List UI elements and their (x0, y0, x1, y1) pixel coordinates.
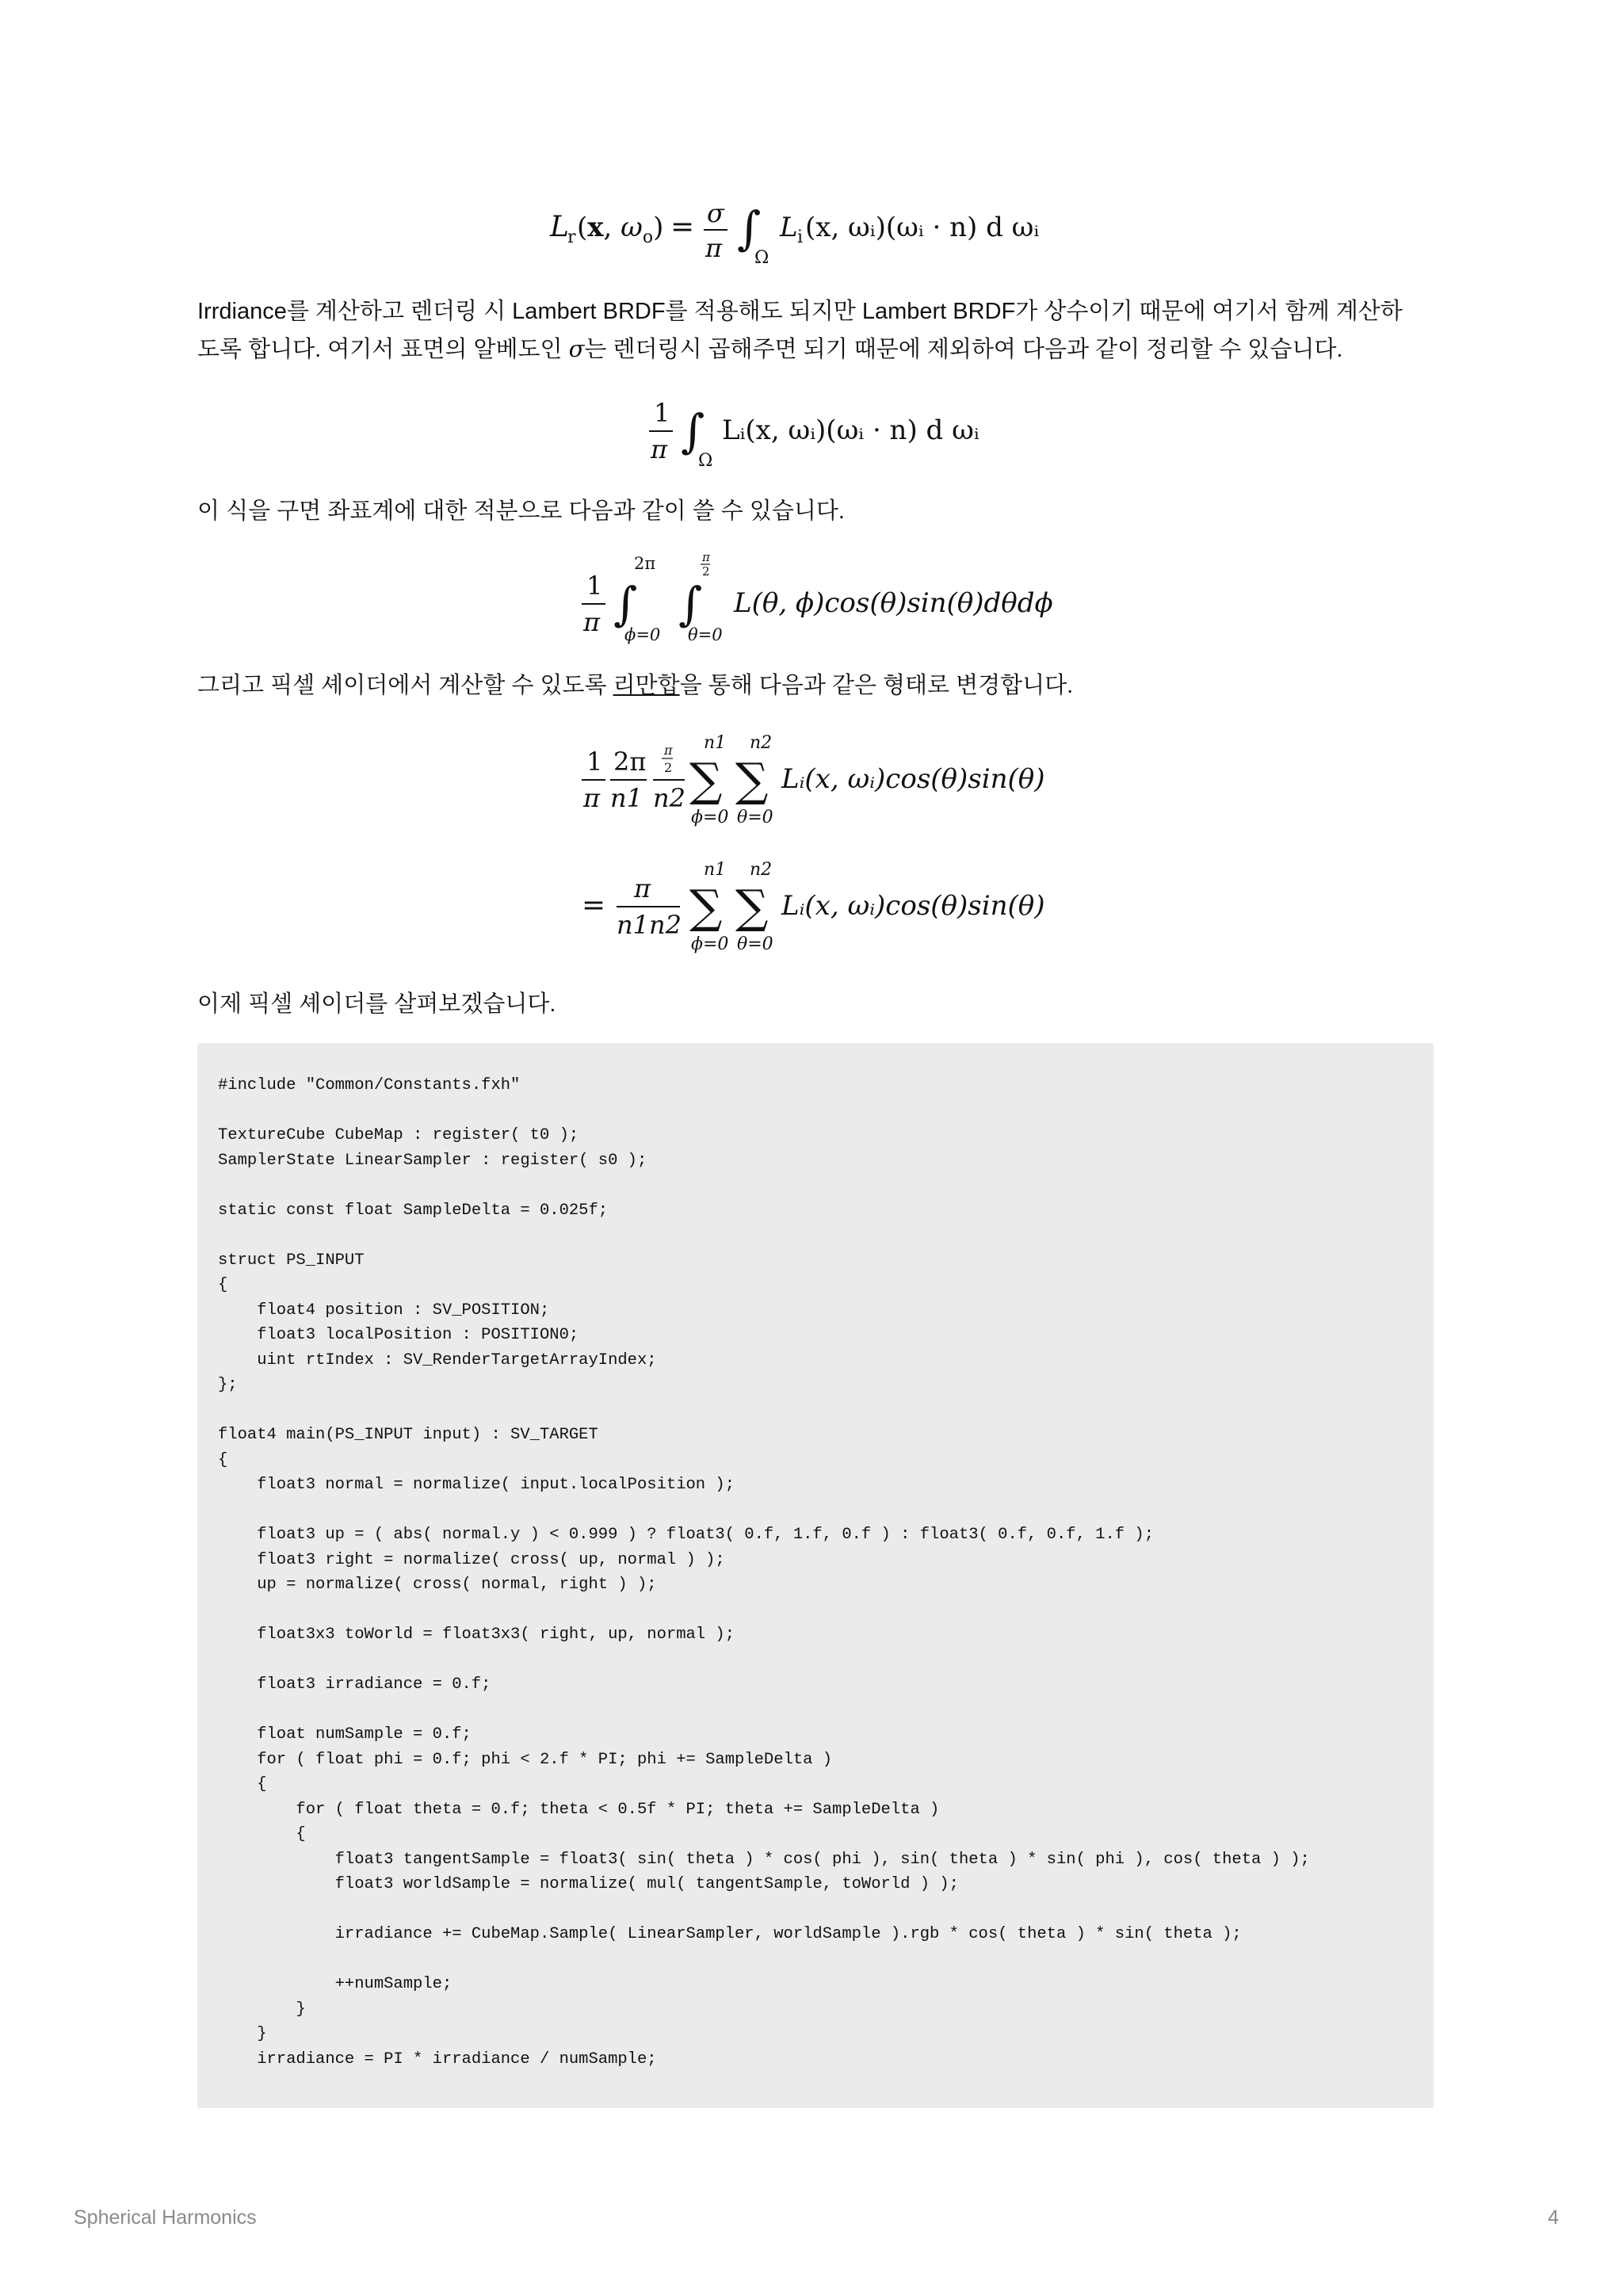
eq1-frac-denominator: π (705, 233, 723, 263)
eq3-integral-1-lower: ϕ=0 (624, 625, 661, 644)
eq2-integral-domain: Ω (698, 451, 713, 471)
eq3-integral-2-upper-den: 2 (702, 564, 710, 579)
eq1-frac-numerator: σ (707, 198, 724, 228)
eq1-integrand-subscript: i (797, 227, 804, 247)
eq4-frac1-numerator: 1 (586, 747, 603, 777)
paragraph-4-text: 이제 픽셀 셰이더를 살펴보겠습니다. (197, 991, 556, 1017)
eq3-integral-2-sign: ∫ (678, 577, 703, 631)
code-block (197, 1043, 1434, 2108)
paragraph-3-end: 을 통해 다음과 같은 형태로 변경합니다. (679, 673, 1074, 698)
eq4-sum1-upper: n1 (704, 733, 727, 753)
eq4-frac3-inner-num: π (664, 743, 673, 758)
equation-1-svg (550, 184, 1073, 271)
eq3-integral-2-upper-num: π (702, 550, 710, 564)
eq5-summand: Lᵢ(x, ωᵢ)cos(θ)sin(θ) (781, 890, 1045, 922)
eq3-frac-denominator: π (583, 607, 601, 637)
eq5-frac-denominator: n1n2 (617, 910, 682, 940)
eq2-frac-denominator: π (651, 434, 668, 464)
eq3-frac-numerator: 1 (586, 571, 603, 601)
eq1-equals: = (670, 211, 695, 243)
eq1-integrand-rest: (x, ωᵢ)(ωᵢ · n) d ωᵢ (805, 212, 1040, 243)
paragraph-2-text: 이 식을 구면 좌표계에 대한 적분으로 다음과 같이 쓸 수 있습니다. (197, 499, 845, 524)
equation-3-svg (582, 550, 1053, 647)
paragraph-spherical-coordinates (197, 493, 1434, 530)
eq5-sum2-upper: n2 (750, 860, 773, 880)
eq4-sum2-lower: θ=0 (737, 808, 773, 827)
footer-page-number: 4 (1548, 2206, 1559, 2229)
eq1-integral-domain: Ω (754, 248, 769, 268)
paragraph-3-text (197, 667, 1434, 705)
paragraph-3-start: 그리고 픽셀 셰이더에서 계산할 수 있도록 (197, 673, 613, 698)
eq1-integrand-symbol: L (780, 212, 798, 243)
eq3-integrand: L(θ, ϕ)cos(θ)sin(θ)dθdϕ (734, 587, 1053, 619)
eq4-summand: Lᵢ(x, ωᵢ)cos(θ)sin(θ) (781, 763, 1045, 795)
eq3-integral-1-sign: ∫ (613, 577, 638, 631)
eq2-frac-numerator: 1 (654, 398, 670, 428)
eq4-sum2-upper: n2 (750, 733, 773, 753)
paragraph-1-line-2-end: 는 렌더링시 곱해주면 되기 때문에 제외하여 다음과 같이 정리할 수 있습니다. (584, 337, 1343, 362)
footer-document-title: Spherical Harmonics (74, 2206, 257, 2229)
equation-5-svg (582, 858, 1045, 961)
eq2-integral-sign: ∫ (681, 404, 705, 458)
equation-irradiance-integral (0, 387, 1623, 474)
equation-riemann-sum (0, 731, 1623, 834)
paragraph-1-line-2-start: 도록 합니다. 여기서 표면의 알베도인 (197, 337, 569, 362)
eq1-lhs-symbol: L (550, 211, 569, 243)
eq4-sum2-sign: ∑ (735, 753, 769, 807)
riemann-sum-link[interactable]: 리만합 (613, 673, 680, 698)
equation-spherical-integral (0, 552, 1623, 647)
equation-riemann-simplified (0, 858, 1623, 961)
eq1-lhs-args: (x, $\omega_o$) (577, 212, 664, 247)
eq5-sum1-lower: ϕ=0 (691, 934, 729, 954)
equation-4-svg (582, 731, 1045, 834)
eq5-sum2-sign: ∑ (735, 880, 769, 934)
eq3-integral-1-upper: 2π (634, 554, 656, 573)
paragraph-lambert-brdf (197, 293, 1434, 369)
eq5-frac-numerator: π (634, 873, 651, 904)
eq4-frac3-denominator: n2 (653, 783, 685, 813)
eq4-frac2-denominator: n1 (610, 783, 643, 813)
eq3-integral-2-lower: θ=0 (688, 625, 723, 644)
eq4-sum1-sign: ∑ (689, 753, 723, 807)
albedo-sigma-symbol: σ (568, 335, 585, 362)
eq1-integral-sign: ∫ (737, 201, 762, 255)
paragraph-pixel-shader-intro (197, 986, 1434, 1023)
eq2-integrand: Lᵢ(x, ωᵢ)(ωᵢ · n) d ωᵢ (722, 415, 980, 446)
equation-2-svg (649, 387, 980, 474)
eq5-equals: = (582, 889, 606, 922)
eq4-sum1-lower: ϕ=0 (691, 808, 729, 827)
eq4-frac3-inner-den: 2 (664, 760, 673, 775)
eq1-lhs-subscript: r (567, 227, 576, 247)
equation-reflected-radiance (0, 184, 1623, 271)
pixel-shader-code: #include "Common/Constants.fxh" TextureCube CubeMap : register( t0 ); SamplerState LinearSampler : register( s0 ); static const float SampleDelta = 0.025f; struct PS_INPUT { float4 position : SV_POSITION; float3 localPosition : POSITION0; uint rtIndex : SV_RenderTargetArrayIndex; }; float4 main(PS_INPUT input) : SV_TARGET { float3 normal = normalize( input.localPosition ); float3 up = ( abs( normal.y ) < 0.999 ) ? float3( 0.f, 1.f, 0.f ) : float3( 0.f, 0.f, 1.f ); float3 right = normalize( cross( up, normal ) ); up = normalize( cross( normal, right ) ); float3x3 toWorld = float3x3( right, up, normal ); float3 irradiance = 0.f; float numSample = 0.f; for ( float phi = 0.f; phi < 2.f * PI; phi += SampleDelta ) { for ( float theta = 0.f; theta < 0.5f * PI; theta += SampleDelta ) { float3 tangentSample = float3( sin( theta ) * cos( phi ), sin( theta ) * sin( phi ), cos( theta ) ); float3 worldSample = normalize( mul( tangentSample, toWorld ) ); irradiance += CubeMap.Sample( LinearSampler, worldSample ).rgb * cos( theta ) * sin( theta ); ++numSample; } } irradiance = PI * irradiance / numSample; (218, 1076, 1310, 2069)
eq5-sum1-upper: n1 (704, 860, 727, 880)
paragraph-1-line-1: Irrdiance를 계산하고 렌더링 시 Lambert BRDF를 적용해도 되지만 Lambert BRDF가 상수이기 때문에 여기서 함께 계산하 (197, 299, 1403, 324)
eq5-sum2-lower: θ=0 (737, 934, 773, 954)
eq4-frac1-denominator: π (583, 783, 601, 813)
paragraph-1-line-2 (197, 330, 1434, 369)
eq5-sum1-sign: ∑ (689, 880, 723, 934)
paragraph-riemann-sum (197, 667, 1434, 705)
eq4-frac2-numerator: 2π (613, 747, 647, 777)
